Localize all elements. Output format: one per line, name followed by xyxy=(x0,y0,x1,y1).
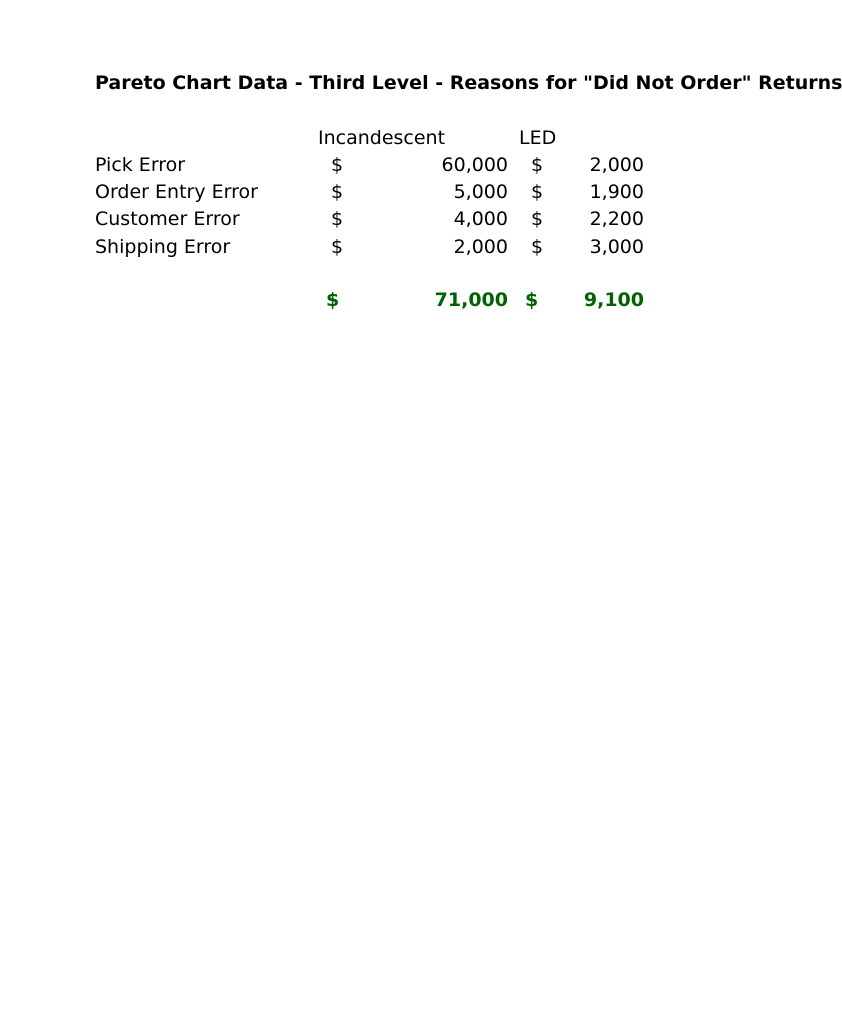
incandescent-value: 2,000 xyxy=(453,236,508,258)
incandescent-currency: $ xyxy=(331,181,344,203)
incandescent-value: 4,000 xyxy=(453,208,508,230)
total-led-currency: $ xyxy=(525,289,539,311)
column-header-incandescent: Incandescent xyxy=(318,127,446,149)
row-label-shipping-error: Shipping Error xyxy=(95,236,231,258)
total-led-value: 9,100 xyxy=(583,289,644,311)
led-currency: $ xyxy=(531,208,544,230)
incandescent-value: 60,000 xyxy=(441,154,508,176)
incandescent-currency: $ xyxy=(331,154,344,176)
row-label-pick-error: Pick Error xyxy=(95,154,186,176)
row-label-customer-error: Customer Error xyxy=(95,208,240,230)
total-incandescent-value: 71,000 xyxy=(434,289,508,311)
led-value: 2,200 xyxy=(589,208,644,230)
led-value: 2,000 xyxy=(589,154,644,176)
incandescent-value: 5,000 xyxy=(453,181,508,203)
incandescent-currency: $ xyxy=(331,208,344,230)
led-value: 1,900 xyxy=(589,181,644,203)
incandescent-currency: $ xyxy=(331,236,344,258)
row-label-order-entry-error: Order Entry Error xyxy=(95,181,258,203)
column-header-led: LED xyxy=(519,127,557,149)
sheet-title: Pareto Chart Data - Third Level - Reasons for "Did Not Order" Returns xyxy=(95,72,842,94)
total-incandescent-currency: $ xyxy=(326,289,340,311)
led-currency: $ xyxy=(531,154,544,176)
led-currency: $ xyxy=(531,181,544,203)
led-value: 3,000 xyxy=(589,236,644,258)
led-currency: $ xyxy=(531,236,544,258)
